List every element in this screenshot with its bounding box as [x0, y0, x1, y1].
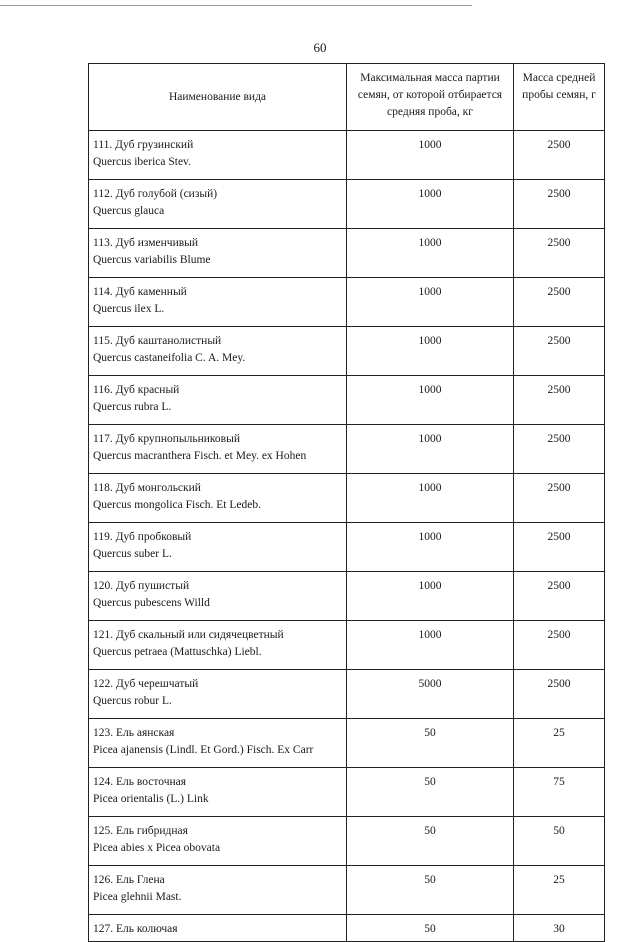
species-russian-name: 126. Ель Глена [93, 874, 165, 886]
species-russian-name: 114. Дуб каменный [93, 286, 187, 298]
species-latin-name: Quercus glauca [93, 205, 165, 217]
table-row [89, 180, 605, 229]
species-russian-name: 119. Дуб пробковый [93, 531, 192, 543]
average-sample-mass-value: 2500 [514, 572, 605, 621]
species-table [88, 63, 605, 942]
species-name-cell [89, 425, 347, 474]
average-sample-mass-value: 2500 [514, 474, 605, 523]
header-average-sample-mass-text: Масса средней пробы семян, г [522, 72, 596, 101]
species-latin-name: Quercus suber L. [93, 548, 172, 560]
max-batch-mass-value: 1000 [347, 572, 514, 621]
species-russian-name: 111. Дуб грузинский [93, 139, 194, 151]
species-russian-name: 113. Дуб изменчивый [93, 237, 199, 249]
average-sample-mass-value: 2500 [514, 180, 605, 229]
species-russian-name: 115. Дуб каштанолистный [93, 335, 222, 347]
max-batch-mass-value: 50 [347, 915, 514, 942]
average-sample-mass-value: 25 [514, 866, 605, 915]
table-row [89, 572, 605, 621]
species-latin-name: Picea abies x Picea obovata [93, 842, 221, 854]
species-name-cell [89, 670, 347, 719]
species-latin-name: Quercus ilex L. [93, 303, 165, 315]
top-rule [0, 5, 472, 6]
max-batch-mass-value: 50 [347, 768, 514, 817]
species-name-cell [89, 131, 347, 180]
species-name-cell [89, 229, 347, 278]
average-sample-mass-value: 75 [514, 768, 605, 817]
table-row [89, 670, 605, 719]
average-sample-mass-value: 2500 [514, 327, 605, 376]
species-latin-name: Quercus petraea (Mattuschka) Liebl. [93, 646, 262, 658]
species-russian-name: 117. Дуб крупнопыльниковый [93, 433, 240, 445]
max-batch-mass-value: 50 [347, 817, 514, 866]
species-name-cell [89, 180, 347, 229]
table-row [89, 278, 605, 327]
species-name-cell [89, 866, 347, 915]
species-latin-name: Picea ajanensis (Lindl. Et Gord.) Fisch. Ex Carr [93, 744, 314, 756]
species-name-cell [89, 621, 347, 670]
average-sample-mass-value: 30 [514, 915, 605, 942]
max-batch-mass-value: 1000 [347, 474, 514, 523]
species-name-cell [89, 817, 347, 866]
species-name-cell [89, 523, 347, 572]
table-row [89, 474, 605, 523]
table-row [89, 229, 605, 278]
species-name-cell [89, 376, 347, 425]
table-row [89, 915, 605, 942]
species-latin-name: Picea orientalis (L.) Link [93, 793, 209, 805]
table-row [89, 523, 605, 572]
max-batch-mass-value: 1000 [347, 278, 514, 327]
average-sample-mass-value: 2500 [514, 670, 605, 719]
max-batch-mass-value: 1000 [347, 376, 514, 425]
max-batch-mass-value: 1000 [347, 523, 514, 572]
species-russian-name: 112. Дуб голубой (сизый) [93, 188, 218, 200]
average-sample-mass-value: 25 [514, 719, 605, 768]
max-batch-mass-value: 1000 [347, 229, 514, 278]
max-batch-mass-value: 50 [347, 719, 514, 768]
header-species-name: Наименование вида [89, 64, 347, 131]
max-batch-mass-value: 1000 [347, 131, 514, 180]
species-name-cell [89, 278, 347, 327]
table-row [89, 621, 605, 670]
max-batch-mass-value: 50 [347, 866, 514, 915]
species-russian-name: 118. Дуб монгольский [93, 482, 201, 494]
table-header-row [89, 64, 605, 131]
species-latin-name: Quercus iberica Stev. [93, 156, 191, 168]
header-average-sample-mass [514, 64, 605, 131]
header-max-batch-mass-text: Максимальная масса партии семян, от которой отбирается средняя проба, кг [357, 72, 503, 118]
header-max-batch-mass [347, 64, 514, 131]
table-row [89, 327, 605, 376]
table-row [89, 866, 605, 915]
species-russian-name: 122. Дуб черешчатый [93, 678, 199, 690]
average-sample-mass-value: 2500 [514, 131, 605, 180]
page-number: 60 [313, 40, 327, 55]
max-batch-mass-value: 1000 [347, 621, 514, 670]
species-latin-name: Quercus castaneifolia C. A. Mey. [93, 352, 246, 364]
species-latin-name: Quercus variabilis Blume [93, 254, 211, 266]
species-name-cell [89, 915, 347, 942]
species-latin-name: Picea glehnii Mast. [93, 891, 182, 903]
species-latin-name: Quercus pubescens Willd [93, 597, 210, 609]
species-latin-name: Quercus mongolica Fisch. Et Ledeb. [93, 499, 261, 511]
species-russian-name: 125. Ель гибридная [93, 825, 188, 837]
average-sample-mass-value: 2500 [514, 229, 605, 278]
species-latin-name: Quercus macranthera Fisch. et Mey. ex Hohen [93, 450, 307, 462]
species-russian-name: 120. Дуб пушистый [93, 580, 190, 592]
average-sample-mass-value: 2500 [514, 376, 605, 425]
table-body [89, 131, 605, 942]
table-row [89, 719, 605, 768]
average-sample-mass-value: 2500 [514, 523, 605, 572]
average-sample-mass-value: 50 [514, 817, 605, 866]
species-name-cell [89, 719, 347, 768]
species-name-cell [89, 768, 347, 817]
species-name-cell [89, 474, 347, 523]
average-sample-mass-value: 2500 [514, 621, 605, 670]
species-russian-name: 124. Ель восточная [93, 776, 187, 788]
species-russian-name: 121. Дуб скальный или сидячецветный [93, 629, 284, 641]
max-batch-mass-value: 1000 [347, 425, 514, 474]
average-sample-mass-value: 2500 [514, 425, 605, 474]
max-batch-mass-value: 1000 [347, 180, 514, 229]
species-russian-name: 116. Дуб красный [93, 384, 180, 396]
species-russian-name: 127. Ель колючая [93, 923, 178, 935]
table-row [89, 425, 605, 474]
max-batch-mass-value: 1000 [347, 327, 514, 376]
species-russian-name: 123. Ель аянская [93, 727, 175, 739]
table-row [89, 376, 605, 425]
table-row [89, 131, 605, 180]
average-sample-mass-value: 2500 [514, 278, 605, 327]
table-row [89, 768, 605, 817]
species-name-cell [89, 327, 347, 376]
species-name-cell [89, 572, 347, 621]
species-latin-name: Quercus rubra L. [93, 401, 172, 413]
species-latin-name: Quercus robur L. [93, 695, 172, 707]
table-row [89, 817, 605, 866]
max-batch-mass-value: 5000 [347, 670, 514, 719]
